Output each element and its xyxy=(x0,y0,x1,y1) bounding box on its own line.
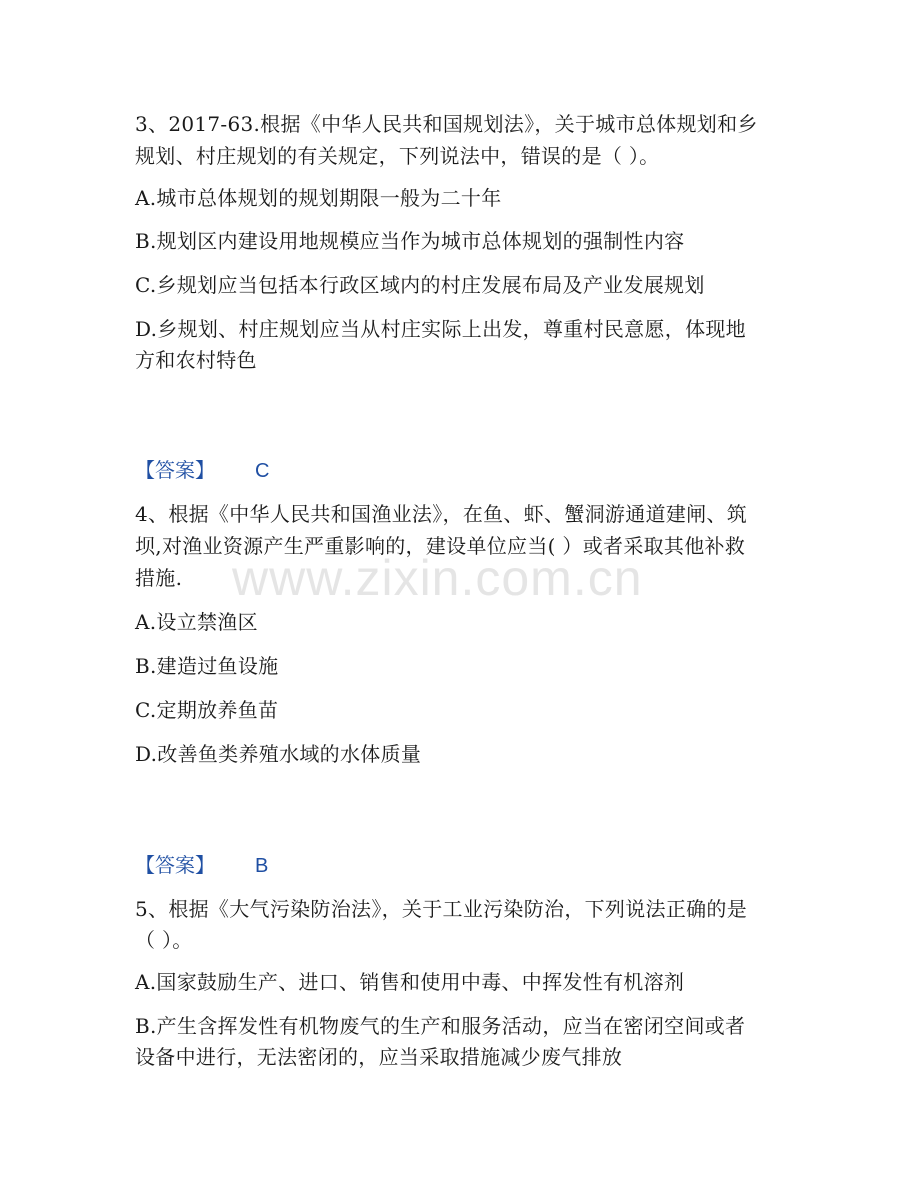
q4-answer xyxy=(135,853,268,878)
q5-option-b-line1: B.产生含挥发性有机物废气的生产和服务活动，应当在密闭空间或者 xyxy=(135,1014,746,1038)
q3-stem-line2: 规划、村庄规划的有关规定，下列说法中，错误的是（ ）。 xyxy=(135,144,660,168)
q5-option-a: A.国家鼓励生产、进口、销售和使用中毒、中挥发性有机溶剂 xyxy=(135,970,685,994)
q4-option-c: C.定期放养鱼苗 xyxy=(135,698,279,722)
q5-stem-line2: （ ）。 xyxy=(135,928,193,952)
q3-option-c: C.乡规划应当包括本行政区域内的村庄发展布局及产业发展规划 xyxy=(135,273,705,297)
q3-answer-value: C xyxy=(255,460,270,482)
q3-option-d-line2: 方和农村特色 xyxy=(135,348,257,372)
q3-stem-line1: 3、2017-63.根据《中华人民共和国规划法》，关于城市总体规划和乡 xyxy=(135,112,758,136)
q4-option-a: A.设立禁渔区 xyxy=(135,610,258,634)
q3-option-a: A.城市总体规划的规划期限一般为二十年 xyxy=(135,186,502,210)
q3-answer xyxy=(135,458,269,483)
q4-option-d: D.改善鱼类养殖水域的水体质量 xyxy=(135,742,422,766)
q3-answer-label: 【答案】 xyxy=(135,458,215,482)
q4-stem-line2: 坝,对渔业资源产生严重影响的，建设单位应当( ）或者采取其他补救 xyxy=(135,534,746,558)
q3-option-b: B.规划区内建设用地规模应当作为城市总体规划的强制性内容 xyxy=(135,229,685,253)
q4-stem-line1: 4、根据《中华人民共和国渔业法》，在鱼、虾、蟹洞游通道建闸、筑 xyxy=(135,502,748,526)
q4-answer-label: 【答案】 xyxy=(135,853,215,877)
q5-stem-line1: 5、根据《大气污染防治法》，关于工业污染防治，下列说法正确的是 xyxy=(135,897,748,921)
q4-option-b: B.建造过鱼设施 xyxy=(135,654,279,678)
q5-option-b-line2: 设备中进行，无法密闭的，应当采取措施减少废气排放 xyxy=(135,1045,623,1069)
q4-answer-value: B xyxy=(255,855,269,877)
watermark: www.zixin.com.cn xyxy=(232,550,643,606)
q4-stem-line3: 措施. xyxy=(135,566,183,590)
q3-option-d-line1: D.乡规划、村庄规划应当从村庄实际上出发，尊重村民意愿，体现地 xyxy=(135,317,746,341)
